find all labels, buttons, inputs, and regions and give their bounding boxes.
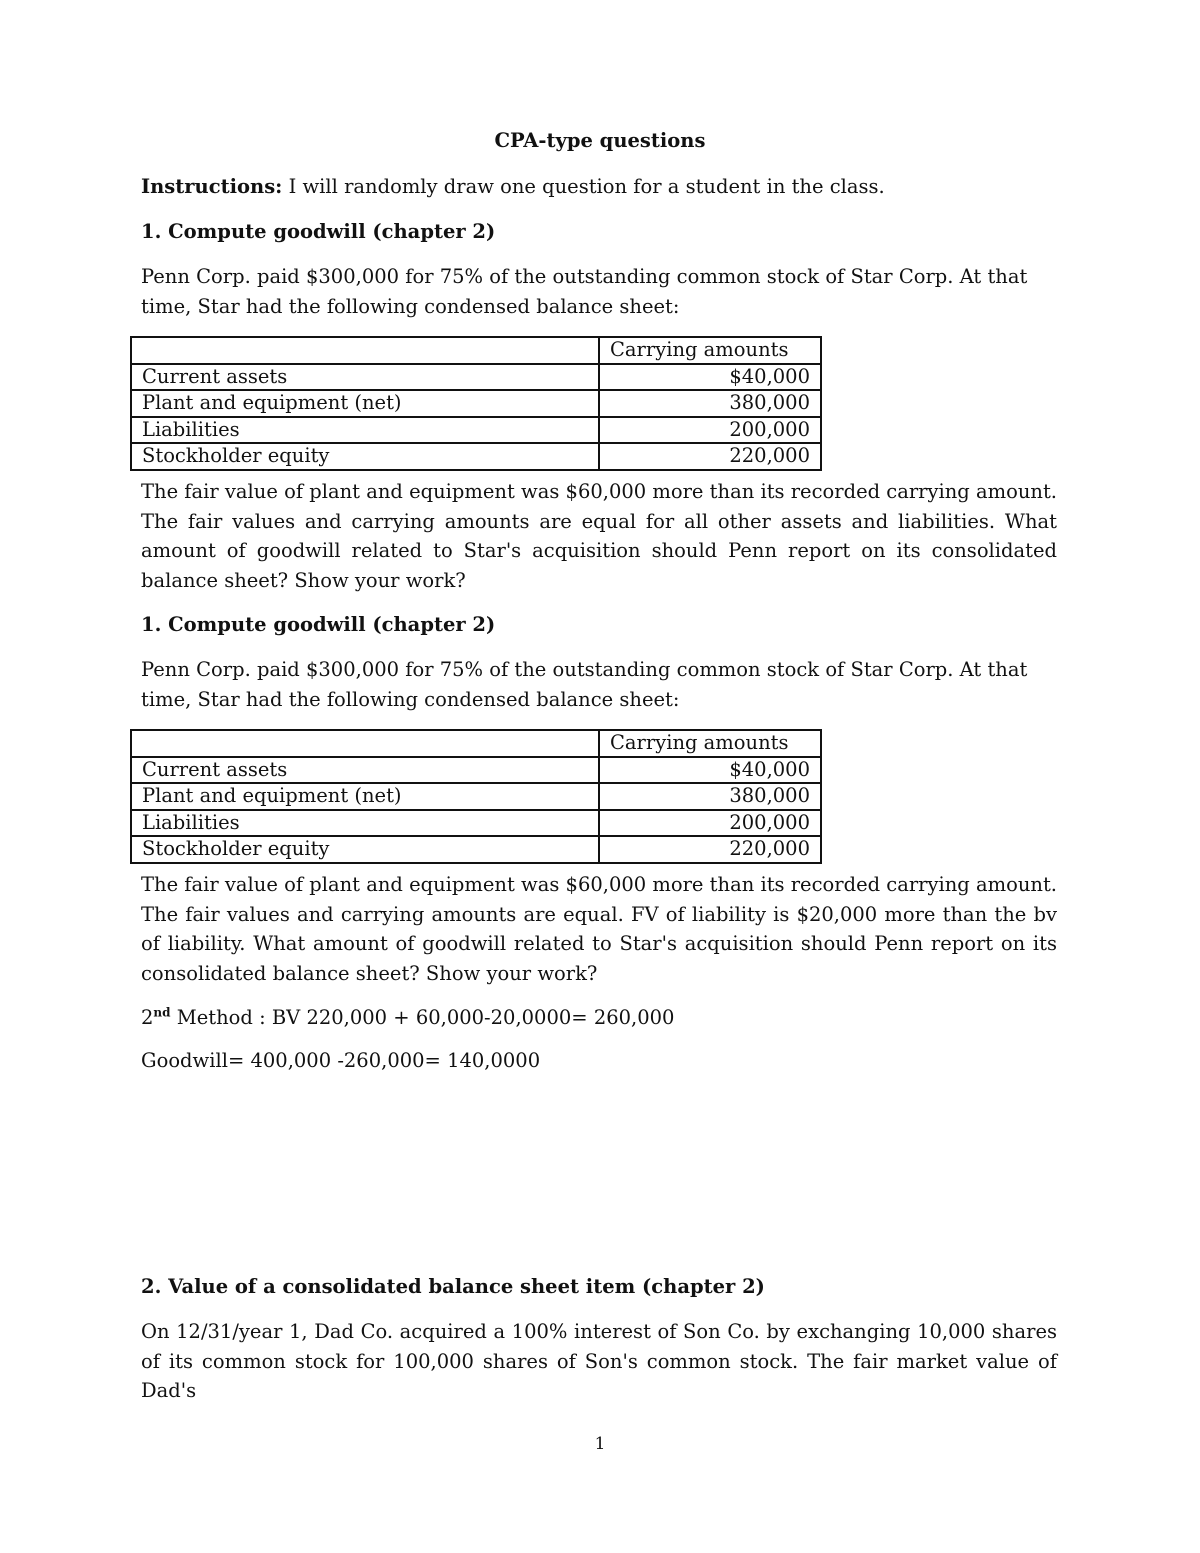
table-header-empty <box>131 730 599 757</box>
q1a-balance-sheet-table <box>130 336 822 471</box>
row-value: 380,000 <box>599 390 821 417</box>
instructions-label: Instructions: <box>141 175 283 198</box>
row-value: $40,000 <box>599 757 821 784</box>
table-row <box>131 417 821 444</box>
q2-heading: 2. Value of a consolidated balance sheet item (chapter 2) <box>141 1275 765 1298</box>
q1a-question: The fair value of plant and equipment was $60,000 more than its recorded carrying amount. The fair values and carrying amounts are equal for all other assets and liabilities. What amount of goodwill related to Star's acquisition should Penn report on its consolidated balance sheet? Show your work? <box>141 480 1057 592</box>
row-value: 200,000 <box>599 810 821 837</box>
table-row <box>131 443 821 470</box>
row-label: Plant and equipment (net) <box>131 783 599 810</box>
table-row <box>131 810 821 837</box>
q1b-question: The fair value of plant and equipment was $60,000 more than its recorded carrying amount. The fair values and carrying amounts are equal. FV of liability is $20,000 more than the bv of liability. What amount of goodwill related to Star's acquisition should Penn report on its consolidated balance sheet? Show your work? <box>141 873 1057 985</box>
table-header-row <box>131 730 821 757</box>
instructions <box>141 172 1057 202</box>
row-label: Stockholder equity <box>131 836 599 863</box>
row-label: Current assets <box>131 364 599 391</box>
q1a-intro: Penn Corp. paid $300,000 for 75% of the outstanding common stock of Star Corp. At that time, Star had the following condensed balance sheet: <box>141 265 1028 318</box>
instructions-text: I will randomly draw one question for a student in the class. <box>282 175 885 198</box>
row-label: Stockholder equity <box>131 443 599 470</box>
table-row <box>131 836 821 863</box>
row-value: 220,000 <box>599 836 821 863</box>
row-value: 200,000 <box>599 417 821 444</box>
row-label: Current assets <box>131 757 599 784</box>
method-text: Method : BV 220,000 + 60,000-20,0000= 260,000 <box>170 1006 675 1029</box>
table-row <box>131 783 821 810</box>
row-value: 380,000 <box>599 783 821 810</box>
q1b-method-line <box>141 1003 1057 1033</box>
page-title: CPA-type questions <box>494 129 706 152</box>
q1b-heading: 1. Compute goodwill (chapter 2) <box>141 613 496 636</box>
q2-text: On 12/31/year 1, Dad Co. acquired a 100% interest of Son Co. by exchanging 10,000 shares of its common stock for 100,000 shares of Son's common stock. The fair market value of Dad's <box>141 1320 1057 1402</box>
q1b-balance-sheet-table <box>130 729 822 864</box>
table-header-cell: Carrying amounts <box>599 730 821 757</box>
row-label: Plant and equipment (net) <box>131 390 599 417</box>
method-number: 2 <box>141 1006 154 1029</box>
row-label: Liabilities <box>131 810 599 837</box>
page-number: 1 <box>594 1434 606 1454</box>
row-label: Liabilities <box>131 417 599 444</box>
table-header-cell: Carrying amounts <box>599 337 821 364</box>
row-value: 220,000 <box>599 443 821 470</box>
table-header-row <box>131 337 821 364</box>
q1b-goodwill-line: Goodwill= 400,000 -260,000= 140,0000 <box>141 1049 541 1072</box>
q1b-intro: Penn Corp. paid $300,000 for 75% of the outstanding common stock of Star Corp. At that time, Star had the following condensed balance sheet: <box>141 658 1028 711</box>
method-ordinal-suffix: nd <box>153 1005 171 1020</box>
table-row <box>131 757 821 784</box>
row-value: $40,000 <box>599 364 821 391</box>
table-header-empty <box>131 337 599 364</box>
table-row <box>131 364 821 391</box>
table-row <box>131 390 821 417</box>
q1a-heading: 1. Compute goodwill (chapter 2) <box>141 220 496 243</box>
